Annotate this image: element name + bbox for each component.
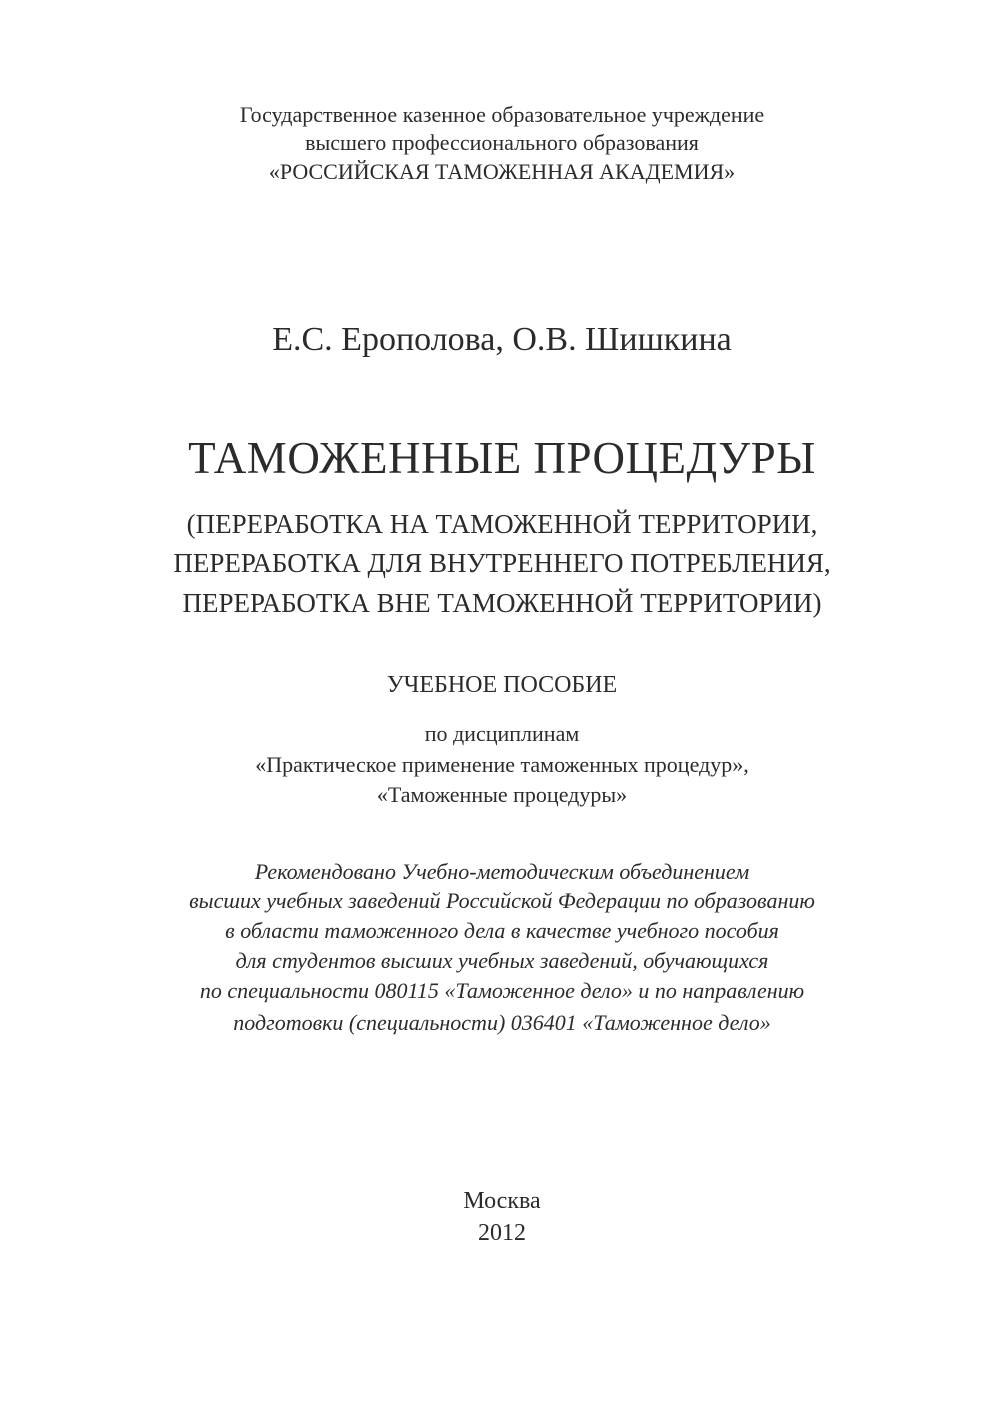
imprint-year: 2012 [478,1220,526,1246]
institution-name: «РОССИЙСКАЯ ТАМОЖЕННАЯ АКАДЕМИЯ» [268,159,736,184]
discipline-2: «Таможенные процедуры» [376,782,628,807]
discipline-1: «Практическое применение таможенных процедур», [255,752,749,777]
recommendation-line-2: высших учебных заведений Российской Федерации по образованию [189,888,815,913]
recommendation-line-1: Рекомендовано Учебно-методическим объединением [254,859,750,884]
institution-line-1: Государственное казенное образовательное учреждение [239,102,765,127]
subtitle-line-3: ПЕРЕРАБОТКА ВНЕ ТАМОЖЕННОЙ ТЕРРИТОРИИ) [182,588,822,618]
subtitle-line-2: ПЕРЕРАБОТКА ДЛЯ ВНУТРЕННЕГО ПОТРЕБЛЕНИЯ, [173,548,831,578]
subtitle-line-1: (ПЕРЕРАБОТКА НА ТАМОЖЕННОЙ ТЕРРИТОРИИ, [186,509,818,539]
book-title: ТАМОЖЕННЫЕ ПРОЦЕДУРЫ [188,433,816,483]
institution-line-2: высшего профессионального образования [305,130,699,155]
recommendation-line-5: по специальности 080115 «Таможенное дело» и по направлению [199,978,805,1003]
book-type: УЧЕБНОЕ ПОСОБИЕ [386,672,618,698]
recommendation-line-6: подготовки (специальности) 036401 «Таможенное дело» [233,1010,771,1035]
recommendation-line-3: в области таможенного дела в качестве учебного пособия [225,918,779,943]
authors: Е.С. Ерополова, О.В. Шишкина [272,321,732,358]
recommendation-line-4: для студентов высших учебных заведений, обучающихся [235,948,769,973]
disciplines-intro: по дисциплинам [424,721,580,746]
imprint-city: Москва [463,1188,541,1214]
